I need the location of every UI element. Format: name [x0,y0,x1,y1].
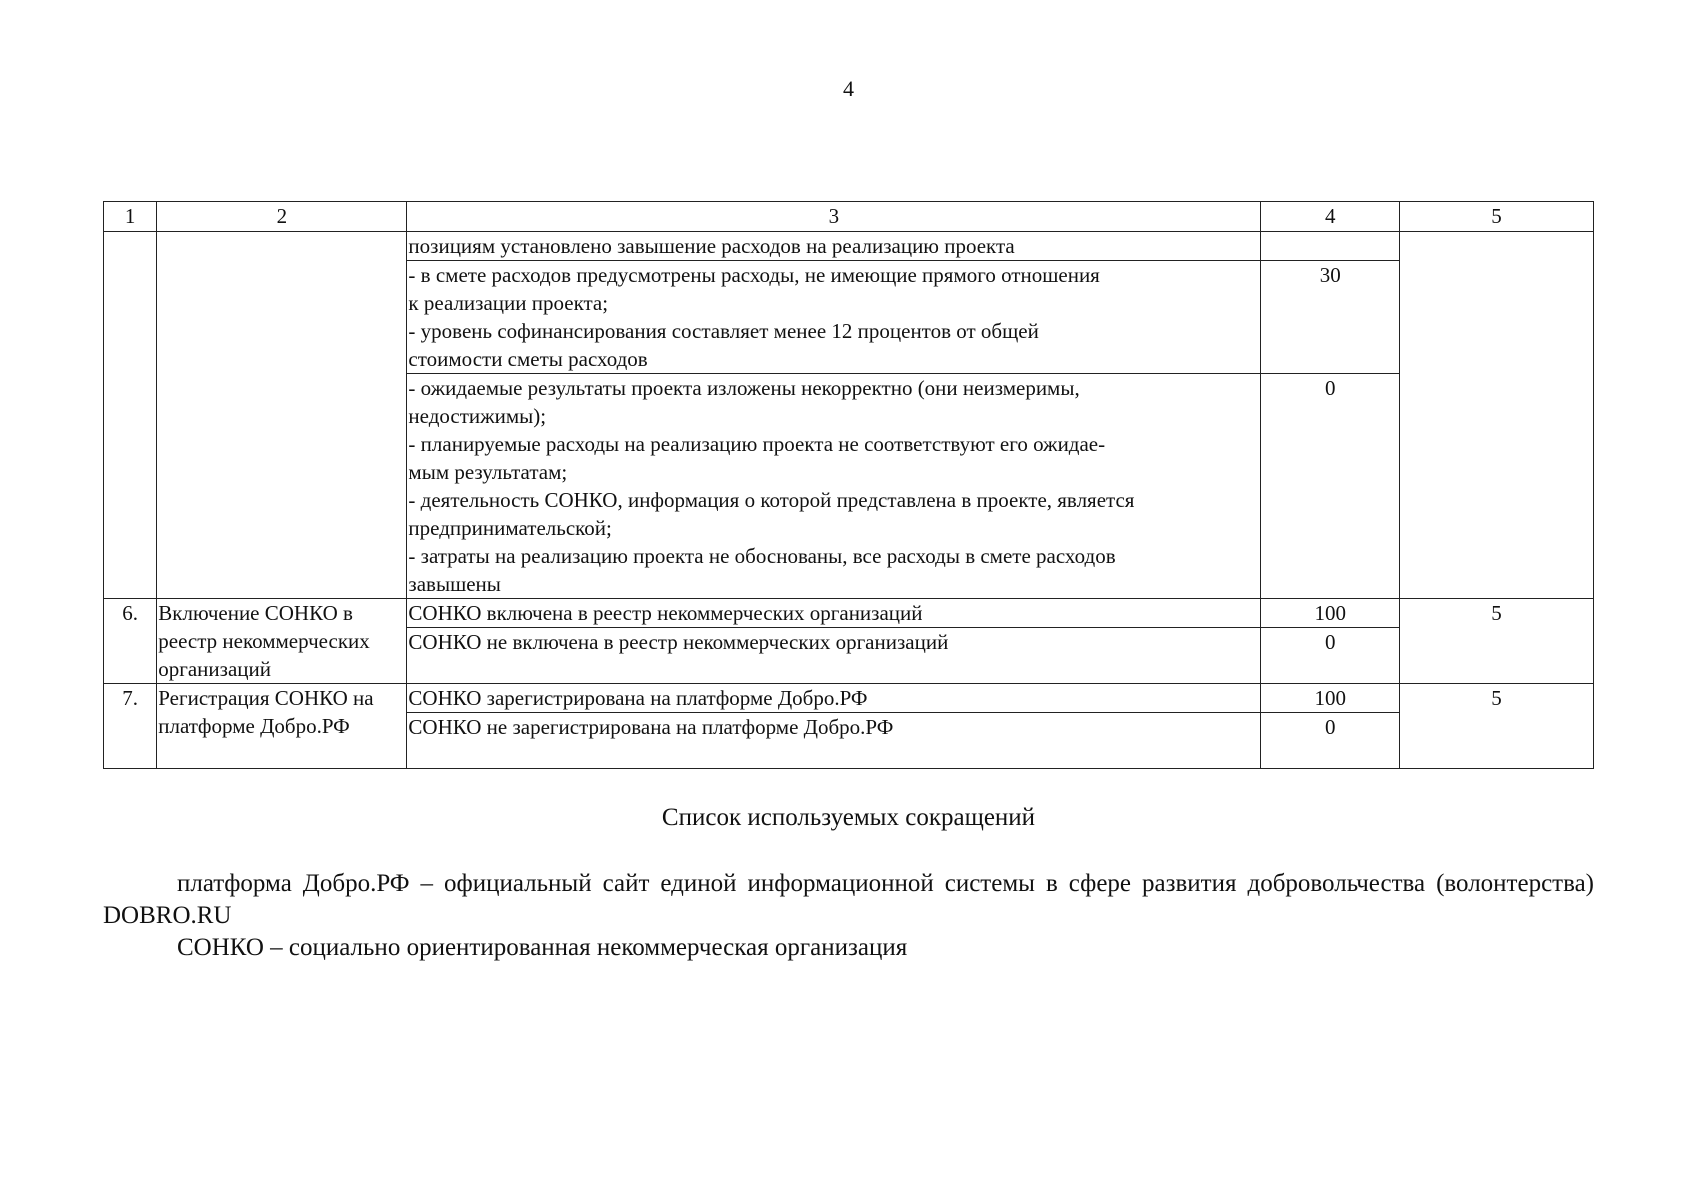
weight-cell [1400,232,1594,599]
criterion-cell [157,232,407,599]
description-line: - затраты на реализацию проекта не обоснованы, все расходы в смете расходов [408,544,1116,568]
page-number: 4 [843,76,854,101]
value-cell: 0 [1261,713,1400,769]
value-cell: 0 [1261,374,1400,599]
description-line: завышены [408,572,501,596]
abbreviations-list [103,868,1594,964]
table-row [104,599,1594,628]
description-cell: СОНКО зарегистрирована на платформе Добро.РФ [407,684,1261,713]
header-cell: 2 [157,202,407,232]
description-line: - планируемые расходы на реализацию проекта не соответствуют его ожидае- [408,432,1106,456]
description-line: - уровень софинансирования составляет менее 12 процентов от общей [408,319,1039,343]
description-line: к реализации проекта; [408,291,609,315]
header-cell: 4 [1261,202,1400,232]
header-cell: 3 [407,202,1261,232]
description-cell [407,261,1261,374]
num-cell: 7. [104,684,157,769]
value-cell: 100 [1261,599,1400,628]
description-cell: СОНКО не зарегистрирована на платформе Добро.РФ [407,713,1261,769]
description-cell [407,374,1261,599]
description-line: недостижимы); [408,404,547,428]
value-cell: 30 [1261,261,1400,374]
criteria-table [103,201,1594,769]
description-line: - в смете расходов предусмотрены расходы, не имеющие прямого отношения [408,263,1100,287]
abbreviations-title: Список используемых сокращений [661,804,1036,831]
description-line: предпринимательской; [408,516,612,540]
criterion-cell: Включение СОНКО в реестр некоммерческих организаций [157,599,407,684]
description-cell: СОНКО не включена в реестр некоммерческих организаций [407,628,1261,684]
abbreviation-item: СОНКО – социально ориентированная некоммерческая организация [177,934,908,961]
description-line: позициям установлено завышение расходов на реализацию проекта [408,234,1015,258]
weight-cell: 5 [1400,684,1594,769]
table-header-row [104,202,1594,232]
num-cell: 6. [104,599,157,684]
value-cell [1261,232,1400,261]
description-line: стоимости сметы расходов [408,347,648,371]
header-cell: 1 [104,202,157,232]
table-row [104,684,1594,713]
criterion-cell: Регистрация СОНКО на платформе Добро.РФ [157,684,407,769]
weight-cell: 5 [1400,599,1594,684]
abbreviation-item: платформа Добро.РФ – официальный сайт единой информационной системы в сфере развития добровольчества (волонтерства) DOBRO.RU [103,870,1594,929]
value-cell: 0 [1261,628,1400,684]
description-cell: СОНКО включена в реестр некоммерческих организаций [407,599,1261,628]
header-cell: 5 [1400,202,1594,232]
table-row [104,232,1594,261]
description-line: - деятельность СОНКО, информация о которой представлена в проекте, является [408,488,1135,512]
description-line: - ожидаемые результаты проекта изложены некорректно (они неизмеримы, [408,376,1080,400]
num-cell [104,232,157,599]
description-cell [407,232,1261,261]
description-line: мым результатам; [408,460,568,484]
value-cell: 100 [1261,684,1400,713]
